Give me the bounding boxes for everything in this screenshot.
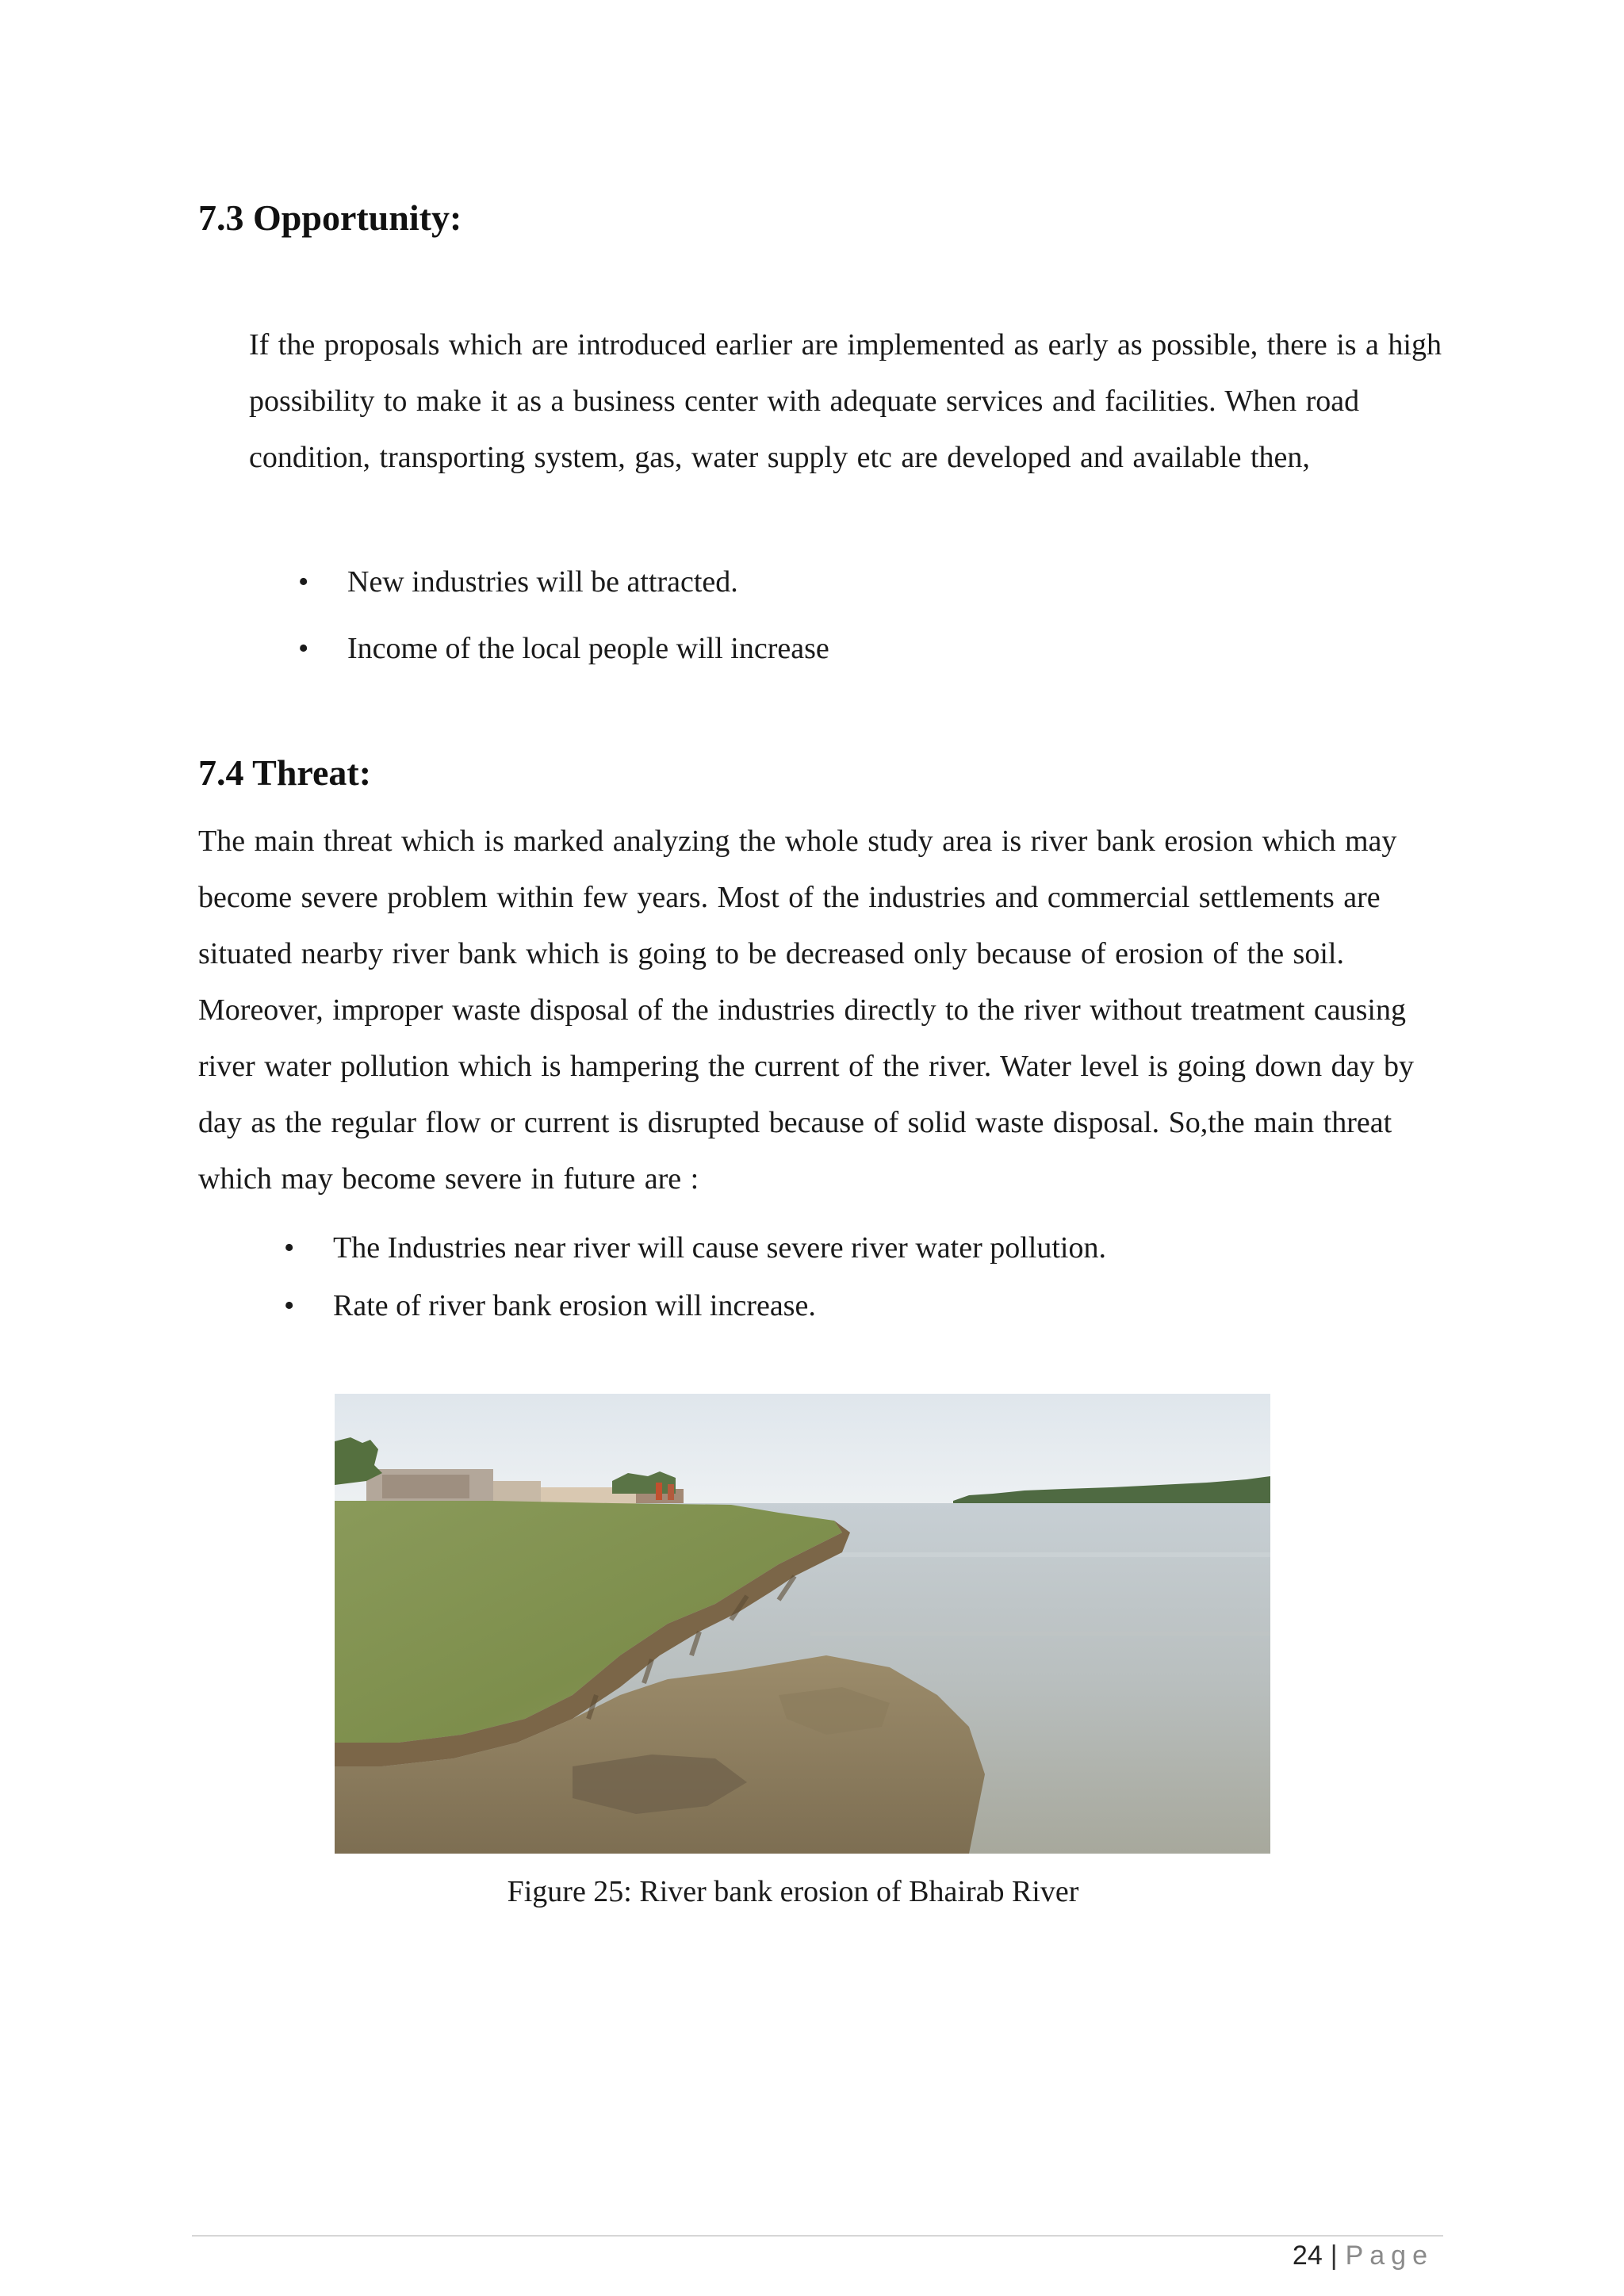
page-label: Page xyxy=(1345,2241,1434,2271)
list-item xyxy=(298,549,829,615)
figure-caption-text: Figure 25: River bank erosion of Bhairab River xyxy=(507,1875,1079,1908)
page-footer xyxy=(1293,2241,1434,2271)
bullet-icon: • xyxy=(284,1289,295,1322)
bullet-text: Rate of river bank erosion will increase. xyxy=(333,1289,816,1322)
bullet-icon: • xyxy=(298,632,309,665)
bullet-text: Income of the local people will increase xyxy=(347,632,829,665)
bullet-text: New industries will be attracted. xyxy=(347,565,738,599)
footer-separator: | xyxy=(1330,2241,1338,2271)
list-item xyxy=(298,615,829,682)
bullet-icon: • xyxy=(284,1231,295,1265)
list-item xyxy=(284,1219,1434,1277)
figure-caption xyxy=(0,1874,1624,1909)
list-item xyxy=(284,1277,1434,1335)
threat-bullet-list xyxy=(284,1219,1434,1335)
opportunity-paragraph: If the proposals which are introduced earlier are implemented as early as possible, there is a high possibility to make it as a business center with adequate services and facilities. When road condition, transporting system, gas, water supply etc are developed and available then, xyxy=(249,328,1442,474)
page-number: 24 xyxy=(1292,2241,1323,2271)
bullet-icon: • xyxy=(298,565,309,599)
footer-divider xyxy=(192,2235,1443,2237)
section-heading-threat: 7.4 Threat: xyxy=(198,752,372,793)
threat-paragraph: The main threat which is marked analyzing the whole study area is river bank erosion which may become severe problem within few years. Most of the industries and commercial settlements are situated nearby river bank which is going to be decreased only because of erosion of the soil. Moreover, improper waste disposal of the industries directly to the river without treatment causing river water pollution which is hampering the current of the river. Water level is going down day by day as the regular flow or current is disrupted because of solid waste disposal. So,the main threat which may become severe in future are : xyxy=(198,825,1414,1196)
opportunity-bullet-list xyxy=(298,549,829,682)
bullet-text: The Industries near river will cause severe river water pollution. xyxy=(333,1231,1106,1265)
section-heading-opportunity: 7.3 Opportunity: xyxy=(198,197,462,238)
river-bank-erosion-photo xyxy=(335,1394,1270,1854)
